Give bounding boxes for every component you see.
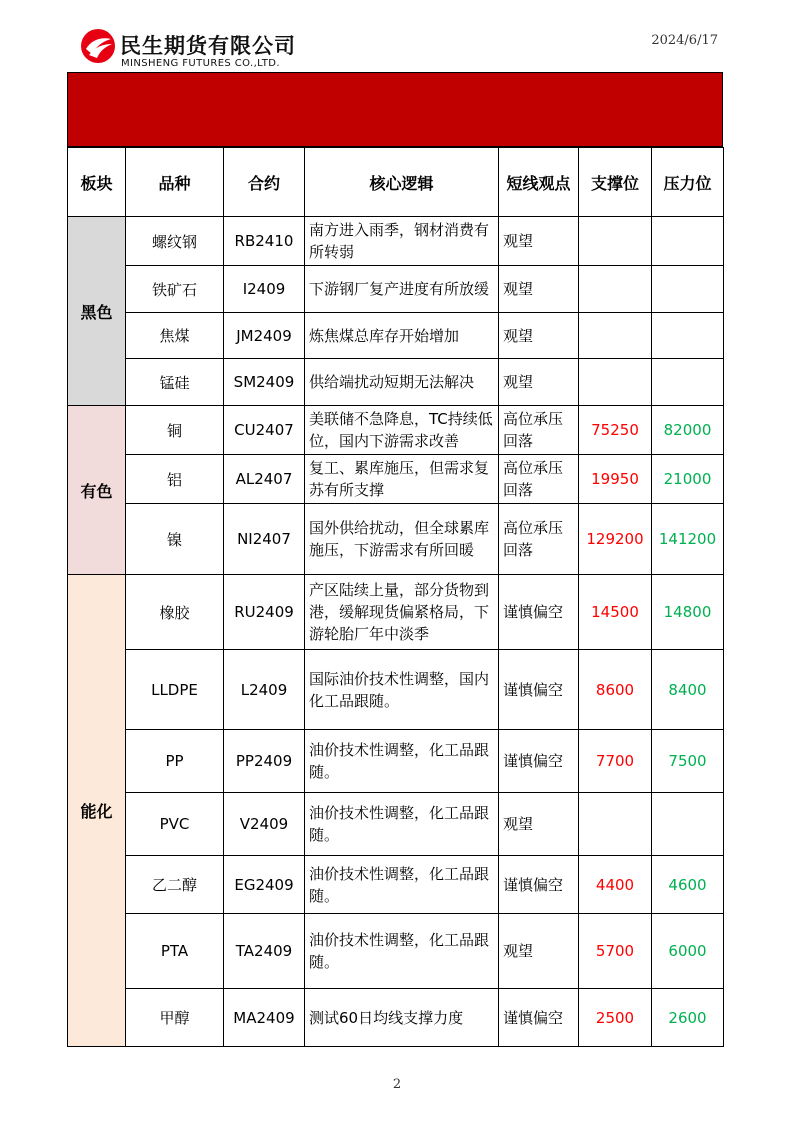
resistance-cell: 8400	[652, 650, 724, 730]
resistance-cell	[652, 266, 724, 313]
logic-cell: 炼焦煤总库存开始增加	[305, 313, 499, 359]
contract-cell: AL2407	[224, 455, 305, 504]
logic-cell: 油价技术性调整，化工品跟随。	[305, 730, 499, 793]
contract-cell: RU2409	[224, 575, 305, 650]
col-header-contract: 合约	[224, 148, 305, 217]
product-cell: 螺纹钢	[126, 217, 224, 266]
sector-cell-energy-chemical: 能化	[68, 575, 126, 1047]
product-cell: 橡胶	[126, 575, 224, 650]
contract-cell: EG2409	[224, 856, 305, 914]
table-row	[68, 266, 724, 313]
contract-cell: I2409	[224, 266, 305, 313]
resistance-cell: 14800	[652, 575, 724, 650]
resistance-cell: 141200	[652, 504, 724, 575]
view-cell: 谨慎偏空	[499, 650, 579, 730]
contract-cell: NI2407	[224, 504, 305, 575]
contract-cell: L2409	[224, 650, 305, 730]
table-row	[68, 730, 724, 793]
view-cell: 观望	[499, 313, 579, 359]
support-cell: 7700	[579, 730, 652, 793]
logic-cell: 南方进入雨季，钢材消费有所转弱	[305, 217, 499, 266]
contract-cell: SM2409	[224, 359, 305, 406]
company-name-cn: 民生期货有限公司	[120, 34, 296, 58]
contract-cell: RB2410	[224, 217, 305, 266]
col-header-sector: 板块	[68, 148, 126, 217]
view-cell: 谨慎偏空	[499, 730, 579, 793]
support-cell: 129200	[579, 504, 652, 575]
resistance-cell	[652, 313, 724, 359]
resistance-cell: 7500	[652, 730, 724, 793]
support-cell: 19950	[579, 455, 652, 504]
view-cell: 谨慎偏空	[499, 856, 579, 914]
product-cell: PVC	[126, 793, 224, 856]
company-name-en: MINSHENG FUTURES CO.,LTD.	[121, 58, 280, 69]
contract-cell: TA2409	[224, 914, 305, 989]
view-cell: 观望	[499, 793, 579, 856]
view-cell: 高位承压回落	[499, 455, 579, 504]
table-row	[68, 914, 724, 989]
logic-cell: 测试60日均线支撑力度	[305, 989, 499, 1047]
col-header-view: 短线观点	[499, 148, 579, 217]
contract-cell: PP2409	[224, 730, 305, 793]
table-row	[68, 856, 724, 914]
sector-cell-nonferrous: 有色	[68, 406, 126, 575]
resistance-cell	[652, 217, 724, 266]
resistance-cell	[652, 793, 724, 856]
product-cell: PTA	[126, 914, 224, 989]
contract-cell: CU2407	[224, 406, 305, 455]
support-cell	[579, 793, 652, 856]
resistance-cell: 82000	[652, 406, 724, 455]
title-banner	[67, 72, 723, 147]
support-cell: 14500	[579, 575, 652, 650]
support-cell	[579, 266, 652, 313]
support-cell	[579, 359, 652, 406]
table-row	[68, 359, 724, 406]
table-row	[68, 313, 724, 359]
logic-cell: 国际油价技术性调整，国内化工品跟随。	[305, 650, 499, 730]
minsheng-logo-icon	[80, 28, 116, 64]
table-row	[68, 406, 724, 455]
logic-cell: 油价技术性调整，化工品跟随。	[305, 793, 499, 856]
contract-cell: MA2409	[224, 989, 305, 1047]
table-row	[68, 989, 724, 1047]
support-cell: 75250	[579, 406, 652, 455]
product-cell: 铝	[126, 455, 224, 504]
table-row	[68, 455, 724, 504]
col-header-logic: 核心逻辑	[305, 148, 499, 217]
resistance-cell: 21000	[652, 455, 724, 504]
resistance-cell: 6000	[652, 914, 724, 989]
view-cell: 高位承压回落	[499, 504, 579, 575]
sector-cell-black: 黑色	[68, 217, 126, 406]
table-header-row	[68, 148, 724, 217]
product-cell: 铁矿石	[126, 266, 224, 313]
support-cell	[579, 313, 652, 359]
logic-cell: 下游钢厂复产进度有所放缓	[305, 266, 499, 313]
report-date: 2024/6/17	[651, 33, 718, 48]
product-cell: 镍	[126, 504, 224, 575]
view-cell: 高位承压回落	[499, 406, 579, 455]
view-cell: 观望	[499, 217, 579, 266]
col-header-support: 支撑位	[579, 148, 652, 217]
logic-cell: 产区陆续上量，部分货物到港，缓解现货偏紧格局，下游轮胎厂年中淡季	[305, 575, 499, 650]
view-cell: 谨慎偏空	[499, 989, 579, 1047]
support-cell	[579, 217, 652, 266]
resistance-cell	[652, 359, 724, 406]
product-cell: PP	[126, 730, 224, 793]
logic-cell: 供给端扰动短期无法解决	[305, 359, 499, 406]
view-cell: 观望	[499, 359, 579, 406]
strategy-table	[67, 147, 724, 1047]
product-cell: 焦煤	[126, 313, 224, 359]
logic-cell: 油价技术性调整，化工品跟随。	[305, 856, 499, 914]
col-header-product: 品种	[126, 148, 224, 217]
view-cell: 观望	[499, 266, 579, 313]
table-row	[68, 650, 724, 730]
logic-cell: 复工、累库施压，但需求复苏有所支撑	[305, 455, 499, 504]
product-cell: 乙二醇	[126, 856, 224, 914]
table-row	[68, 793, 724, 856]
support-cell: 8600	[579, 650, 652, 730]
product-cell: LLDPE	[126, 650, 224, 730]
resistance-cell: 2600	[652, 989, 724, 1047]
col-header-resistance: 压力位	[652, 148, 724, 217]
table-row	[68, 575, 724, 650]
contract-cell: V2409	[224, 793, 305, 856]
support-cell: 4400	[579, 856, 652, 914]
view-cell: 观望	[499, 914, 579, 989]
support-cell: 5700	[579, 914, 652, 989]
company-logo	[80, 28, 320, 72]
product-cell: 锰硅	[126, 359, 224, 406]
product-cell: 甲醇	[126, 989, 224, 1047]
product-cell: 铜	[126, 406, 224, 455]
table-row	[68, 217, 724, 266]
table-row	[68, 504, 724, 575]
logic-cell: 国外供给扰动，但全球累库施压，下游需求有所回暖	[305, 504, 499, 575]
page-number: 2	[392, 1077, 402, 1092]
contract-cell: JM2409	[224, 313, 305, 359]
view-cell: 谨慎偏空	[499, 575, 579, 650]
logic-cell: 美联储不急降息，TC持续低位，国内下游需求改善	[305, 406, 499, 455]
logic-cell: 油价技术性调整，化工品跟随。	[305, 914, 499, 989]
resistance-cell: 4600	[652, 856, 724, 914]
support-cell: 2500	[579, 989, 652, 1047]
